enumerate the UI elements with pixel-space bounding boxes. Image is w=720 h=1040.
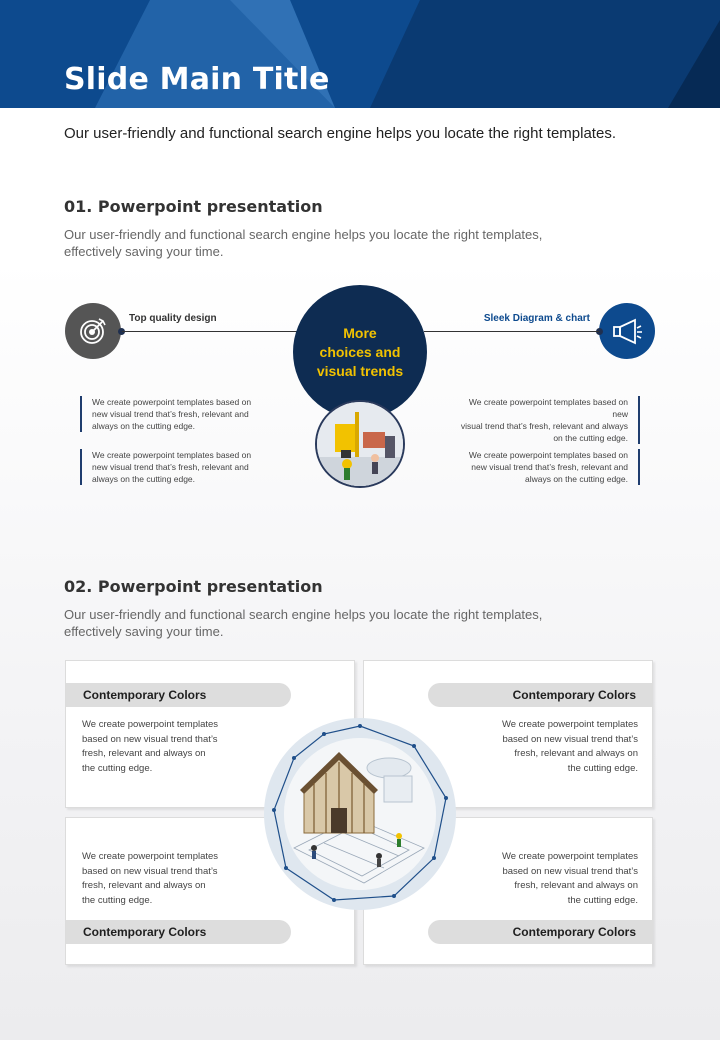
- section1-description-line2: effectively saving your time.: [64, 244, 224, 259]
- header-banner: [0, 0, 720, 108]
- slide-subtitle: Our user-friendly and functional search engine helps you locate the right templates.: [64, 125, 616, 142]
- card-bottom-right-line2: based on new visual trend that’s: [502, 865, 638, 877]
- section1-description-line1: Our user-friendly and functional search engine helps you locate the right templates,: [64, 227, 543, 242]
- card-bottom-right-title: Contemporary Colors: [428, 920, 653, 944]
- section1-description: [64, 226, 584, 260]
- right-item-2-line3: always on the cutting edge.: [524, 474, 628, 484]
- right-item-1-line1: We create powerpoint templates based on new: [468, 397, 628, 419]
- right-item-2-line2: new visual trend that’s fresh, relevant and: [471, 462, 628, 472]
- center-text-line1: More: [343, 324, 377, 341]
- center-highlight-circle: [293, 285, 427, 419]
- slide-title: Slide Main Title: [64, 62, 330, 97]
- card-top-left-text: [82, 718, 247, 776]
- left-item-2-line2: new visual trend that’s fresh, relevant and: [92, 462, 249, 472]
- right-item-1-line3: on the cutting edge.: [553, 433, 628, 443]
- card-top-right-title: Contemporary Colors: [428, 683, 653, 707]
- card-bottom-right-text: [473, 850, 638, 908]
- right-connector-line: [424, 331, 599, 332]
- card-top-right-line3: fresh, relevant and always on: [514, 748, 638, 760]
- megaphone-icon-circle: [599, 303, 655, 359]
- left-connector-line: [122, 331, 297, 332]
- card-top-left-line3: fresh, relevant and always on: [82, 748, 206, 760]
- right-item-2: [452, 449, 640, 485]
- card-top-left-line2: based on new visual trend that’s: [82, 733, 218, 745]
- card-bottom-left-title: Contemporary Colors: [66, 920, 291, 944]
- left-feature-label: Top quality design: [129, 313, 217, 324]
- card-bottom-left-line2: based on new visual trend that’s: [82, 865, 218, 877]
- construction-photo: [315, 400, 405, 488]
- right-feature-label: Sleek Diagram & chart: [483, 313, 590, 324]
- card-top-left-title: Contemporary Colors: [66, 683, 291, 707]
- network-outline: [264, 718, 456, 910]
- right-item-1: [452, 396, 640, 444]
- card-top-right-text: [473, 718, 638, 776]
- card-bottom-right-line1: We create powerpoint templates: [501, 851, 638, 862]
- center-text-line3: visual trends: [316, 362, 404, 379]
- card-bottom-left-text: [82, 850, 247, 908]
- section2-description: [64, 606, 584, 640]
- card-bottom-right-line4: the cutting edge.: [567, 894, 638, 906]
- card-top-left-line1: We create powerpoint templates: [82, 719, 219, 730]
- target-icon: [78, 316, 108, 346]
- left-item-1: [80, 396, 268, 432]
- card-top-right-line1: We create powerpoint templates: [501, 719, 638, 730]
- right-item-2-line1: We create powerpoint templates based on: [468, 450, 628, 460]
- card-bottom-left-line1: We create powerpoint templates: [82, 851, 219, 862]
- center-text-line2: choices and: [319, 343, 401, 360]
- card-top-left-line4: the cutting edge.: [82, 762, 153, 774]
- card-bottom-right-line3: fresh, relevant and always on: [514, 880, 638, 892]
- left-item-2: [80, 449, 268, 485]
- card-bottom-left-line4: the cutting edge.: [82, 894, 153, 906]
- left-item-2-line1: We create powerpoint templates based on: [92, 450, 252, 460]
- card-top-right-line2: based on new visual trend that’s: [502, 733, 638, 745]
- left-item-1-line2: new visual trend that’s fresh, relevant and: [92, 409, 249, 419]
- megaphone-icon: [611, 317, 643, 345]
- card-bottom-left-line3: fresh, relevant and always on: [82, 880, 206, 892]
- left-item-2-line3: always on the cutting edge.: [92, 474, 196, 484]
- right-item-1-line2: visual trend that’s fresh, relevant and always: [460, 421, 628, 431]
- section1-heading: 01. Powerpoint presentation: [64, 197, 323, 216]
- construction-illustration: [317, 402, 405, 488]
- left-item-1-line3: always on the cutting edge.: [92, 421, 196, 431]
- left-item-1-line1: We create powerpoint templates based on: [92, 397, 252, 407]
- section2-description-line2: effectively saving your time.: [64, 624, 224, 639]
- card-top-right-line4: the cutting edge.: [567, 762, 638, 774]
- target-icon-circle: [65, 303, 121, 359]
- section2-heading: 02. Powerpoint presentation: [64, 577, 323, 596]
- section2-description-line1: Our user-friendly and functional search engine helps you locate the right templates,: [64, 607, 543, 622]
